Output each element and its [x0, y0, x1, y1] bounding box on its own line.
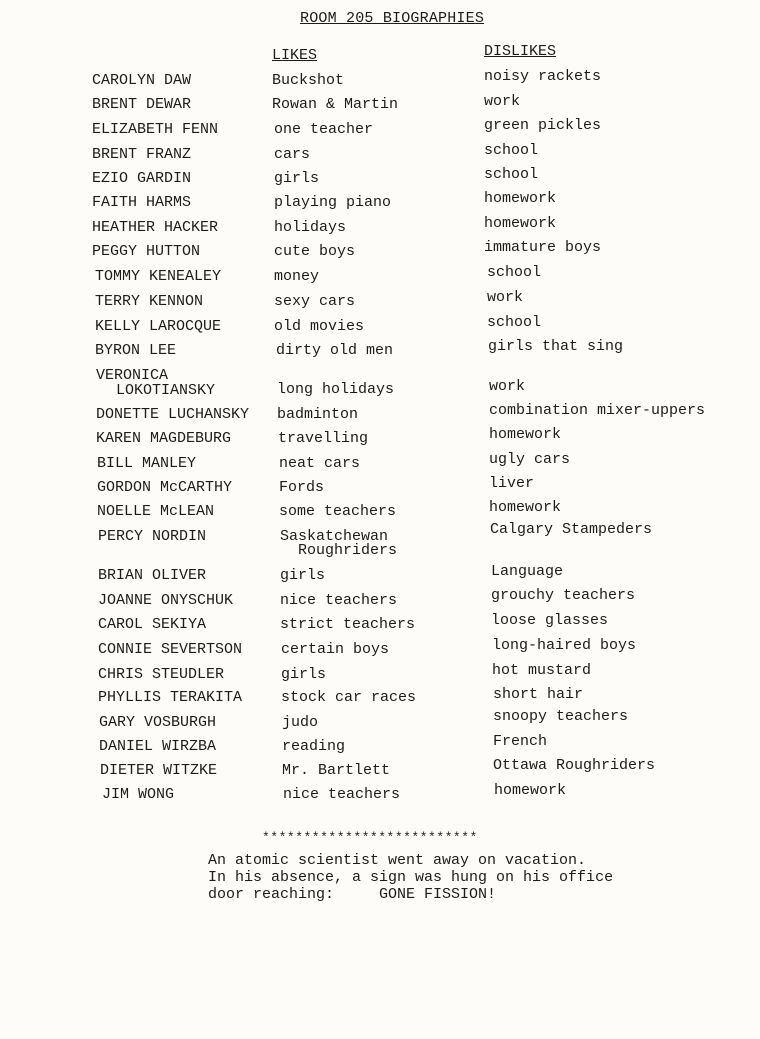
student-name: CHRIS STEUDLER [98, 666, 225, 683]
table-row [0, 190, 760, 216]
student-likes: cars [274, 146, 311, 163]
student-name: KELLY LAROCQUE [95, 318, 222, 335]
student-likes: holidays [274, 219, 347, 236]
table-row [0, 662, 760, 688]
student-name: CAROLYN DAW [92, 72, 192, 89]
table-row [0, 612, 760, 638]
student-likes: certain boys [281, 641, 390, 658]
student-dislikes: school [487, 264, 542, 281]
table-row [0, 338, 760, 364]
table-row [0, 402, 760, 428]
student-dislikes: ugly cars [489, 451, 571, 468]
student-dislikes: work [487, 289, 524, 306]
student-likes: girls [280, 567, 326, 584]
student-name: PEGGY HUTTON [92, 243, 201, 260]
student-dislikes: homework [489, 499, 562, 516]
student-name: BILL MANLEY [97, 455, 197, 472]
student-name: KAREN MAGDEBURG [96, 430, 232, 447]
student-dislikes: French [493, 733, 548, 750]
student-likes: Buckshot [272, 72, 345, 89]
student-dislikes: long-haired boys [492, 637, 637, 654]
separator: ************************** [262, 830, 478, 845]
student-name: BYRON LEE [95, 342, 177, 359]
table-row [0, 117, 760, 143]
joke-line: door reaching: GONE FISSION! [208, 886, 497, 903]
table-row [0, 68, 760, 94]
student-likes: dirty old men [276, 342, 394, 359]
student-name: BRENT FRANZ [92, 146, 192, 163]
student-name: VERONICA [96, 367, 169, 384]
table-row [0, 426, 760, 452]
student-dislikes: hot mustard [492, 662, 592, 679]
student-likes: long holidays [277, 381, 395, 398]
student-name: PHYLLIS TERAKITA [98, 689, 243, 706]
joke-line: An atomic scientist went away on vacation. [208, 852, 587, 869]
student-likes: playing piano [274, 194, 392, 211]
table-row [0, 93, 760, 118]
table-row [0, 239, 760, 265]
table-row [0, 475, 760, 501]
student-dislikes: immature boys [484, 239, 602, 256]
student-dislikes: Calgary Stampeders [490, 521, 653, 538]
student-name: NOELLE McLEAN [97, 503, 215, 520]
student-likes: Mr. Bartlett [282, 762, 391, 779]
student-likes: one teacher [274, 121, 374, 138]
student-likes: cute boys [274, 243, 356, 260]
student-dislikes: noisy rackets [484, 68, 602, 85]
student-name: ELIZABETH FENN [92, 121, 219, 138]
student-name: DIETER WITZKE [100, 762, 218, 779]
student-likes: girls [281, 666, 327, 683]
student-name: FAITH HARMS [92, 194, 192, 211]
student-likes: travelling [278, 430, 369, 447]
student-name: JIM WONG [102, 786, 175, 803]
student-likes: some teachers [279, 503, 397, 520]
student-name: BRENT DEWAR [92, 96, 192, 113]
student-likes: Saskatchewan [280, 528, 389, 545]
student-likes: judo [282, 714, 319, 731]
likes-header: LIKES [272, 47, 318, 64]
student-likes-continued: Roughriders [298, 542, 398, 559]
table-row [0, 708, 760, 736]
table-row [0, 587, 760, 614]
student-dislikes: girls that sing [488, 338, 624, 355]
student-dislikes: snoopy teachers [493, 708, 629, 725]
table-row [0, 215, 760, 241]
student-dislikes: school [484, 166, 539, 183]
student-dislikes: green pickles [484, 117, 602, 134]
student-name: GARY VOSBURGH [99, 714, 217, 731]
student-likes: reading [282, 738, 346, 755]
student-name: DONETTE LUCHANSKY [96, 406, 250, 423]
table-row [0, 142, 760, 168]
student-name: TERRY KENNON [95, 293, 204, 310]
student-name: HEATHER HACKER [92, 219, 219, 236]
student-likes: old movies [274, 318, 365, 335]
student-dislikes: school [484, 142, 539, 159]
student-name: CAROL SEKIYA [98, 616, 207, 633]
student-dislikes: grouchy teachers [491, 587, 636, 604]
student-dislikes: work [489, 378, 526, 395]
student-name: JOANNE ONYSCHUK [98, 592, 234, 609]
student-likes: Rowan & Martin [272, 96, 399, 113]
student-dislikes: homework [489, 426, 562, 443]
student-likes: sexy cars [274, 293, 356, 310]
student-likes: girls [274, 170, 320, 187]
table-row [0, 166, 760, 192]
student-dislikes: homework [484, 215, 557, 232]
table-row [0, 314, 760, 340]
student-name: CONNIE SEVERTSON [98, 641, 243, 658]
joke-line: In his absence, a sign was hung on his office [208, 869, 614, 886]
student-dislikes: Language [491, 563, 564, 580]
student-name: EZIO GARDIN [92, 170, 192, 187]
student-dislikes: homework [494, 782, 567, 799]
student-dislikes: loose glasses [491, 612, 609, 629]
student-name-continued: LOKOTIANSKY [116, 382, 216, 399]
student-likes: strict teachers [280, 616, 416, 633]
table-row [0, 686, 760, 711]
student-dislikes: school [487, 314, 542, 331]
table-row [0, 289, 760, 315]
student-dislikes: Ottawa Roughriders [493, 757, 656, 774]
table-row [0, 757, 760, 784]
dislikes-header: DISLIKES [484, 43, 557, 60]
student-name: PERCY NORDIN [98, 528, 207, 545]
table-row [0, 264, 760, 290]
student-dislikes: combination mixer-uppers [489, 402, 706, 419]
student-likes: neat cars [279, 455, 361, 472]
page-title: ROOM 205 BIOGRAPHIES [300, 10, 485, 27]
student-dislikes: short hair [493, 686, 584, 703]
student-name: GORDON McCARTHY [97, 479, 233, 496]
student-name: TOMMY KENEALEY [95, 268, 222, 285]
student-likes: nice teachers [283, 786, 401, 803]
student-likes: Fords [279, 479, 325, 496]
table-row [0, 451, 760, 477]
student-dislikes: liver [489, 475, 535, 492]
student-dislikes: work [484, 93, 521, 110]
student-likes: stock car races [281, 689, 417, 706]
student-name: BRIAN OLIVER [98, 567, 207, 584]
student-likes: money [274, 268, 320, 285]
table-row [0, 782, 760, 808]
table-row [0, 563, 760, 589]
student-likes: badminton [277, 406, 359, 423]
student-dislikes: homework [484, 190, 557, 207]
student-name: DANIEL WIRZBA [99, 738, 217, 755]
student-likes: nice teachers [280, 592, 398, 609]
table-row [0, 637, 760, 663]
